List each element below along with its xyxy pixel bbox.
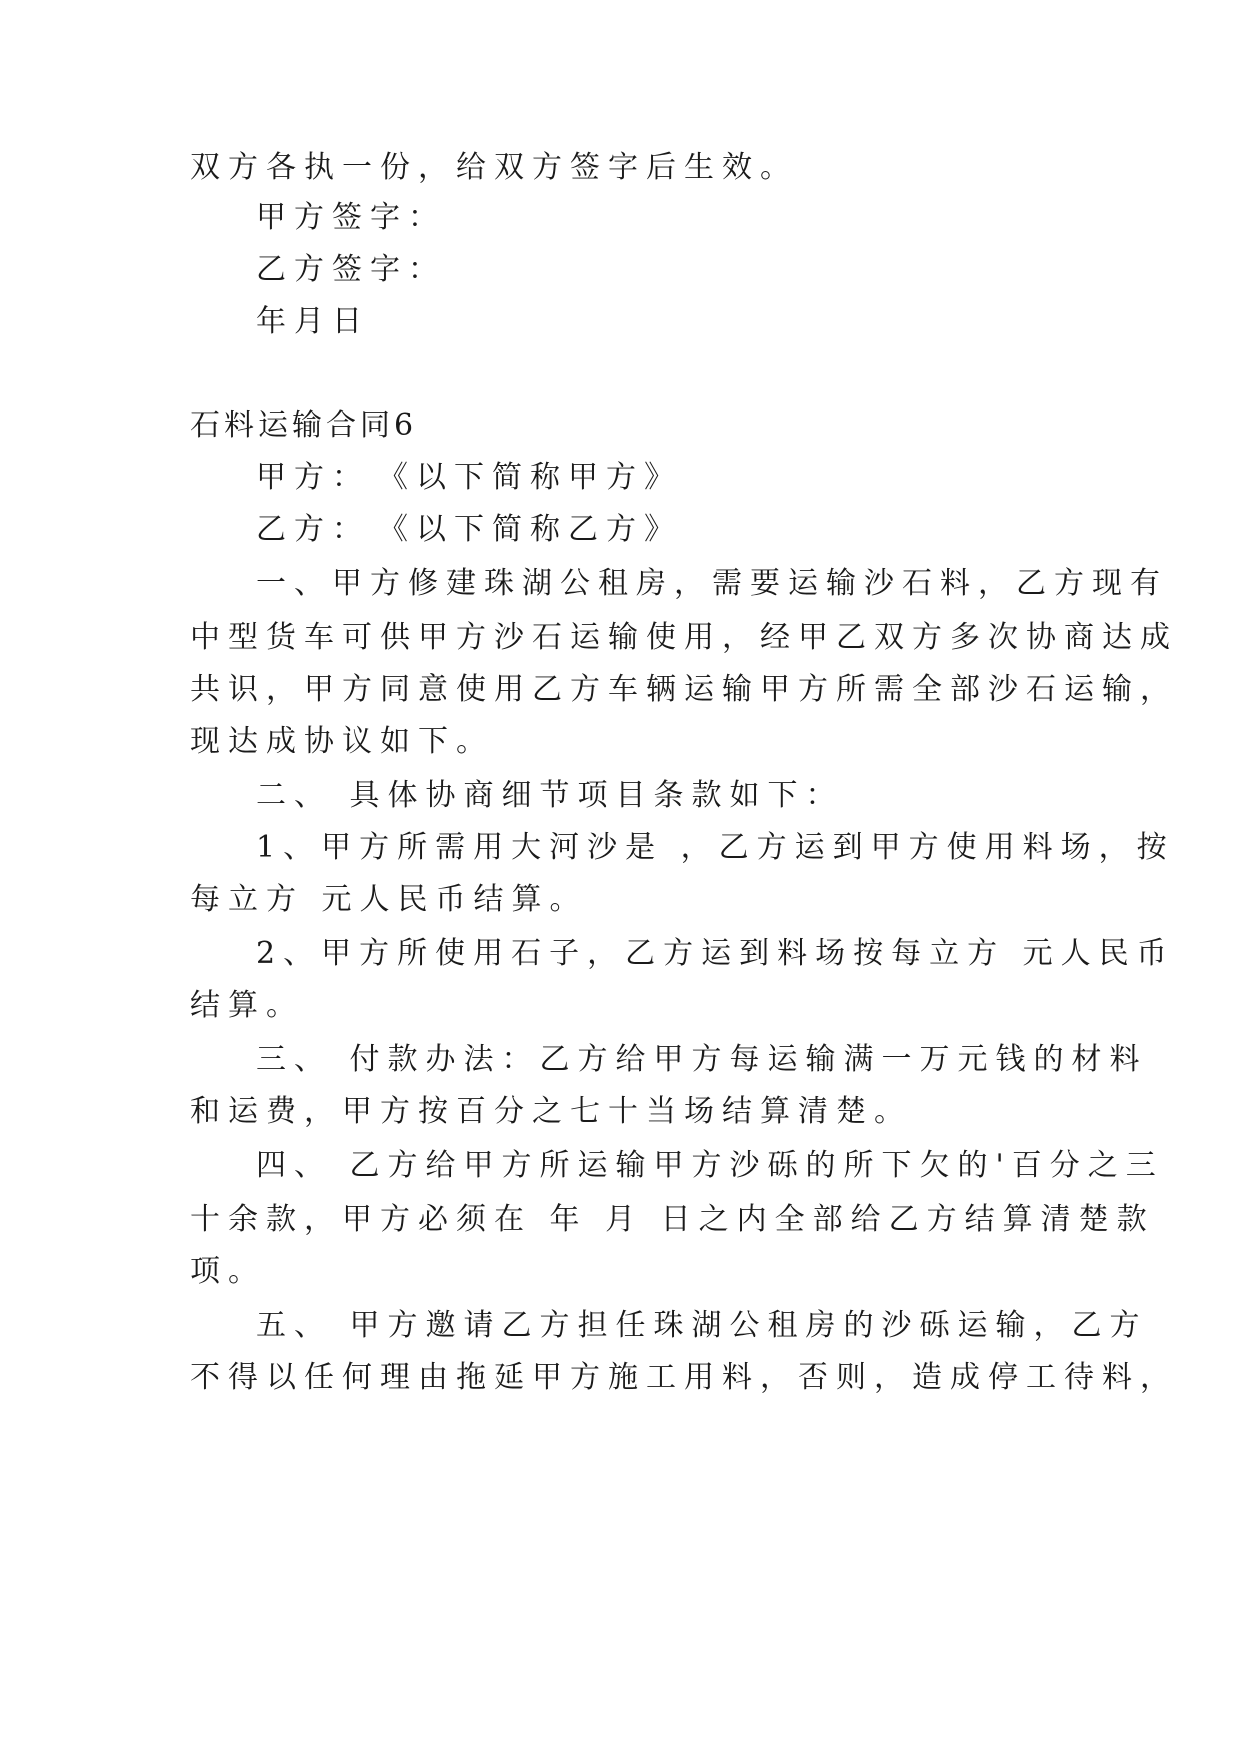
clause-3-line: 和运费，甲方按百分之七十当场结算清楚。 — [190, 1094, 912, 1129]
party-a-line: 甲方： 《以下简称甲方》 — [256, 460, 682, 495]
party-a-signature-label: 甲方签字： — [256, 200, 446, 235]
date-label: 年月日 — [256, 304, 370, 339]
clause-2-item-1-line: 每立方 元人民币结算。 — [190, 882, 588, 917]
clause-4-line: 十余款，甲方必须在 年 月 日之内全部给乙方结算清楚款 — [190, 1202, 1155, 1237]
clause-1-line: 共识，甲方同意使用乙方车辆运输甲方所需全部沙石运输， — [190, 672, 1178, 707]
clause-2-item-2-line: 结算。 — [190, 988, 304, 1023]
clause-2-item-1-line: 1、甲方所需用大河沙是 ，乙方运到甲方使用料场，按 — [256, 830, 1175, 865]
clause-5-line: 不得以任何理由拖延甲方施工用料，否则，造成停工待料， — [190, 1360, 1178, 1395]
clause-4-line: 项。 — [190, 1254, 266, 1289]
clause-1-line: 现达成协议如下。 — [190, 724, 494, 759]
contract-title: 石料运输合同6 — [190, 408, 418, 443]
paragraph-line: 双方各执一份，给双方签字后生效。 — [190, 150, 798, 185]
clause-4-line: 四、 乙方给甲方所运输甲方沙砾的所下欠的'百分之三 — [256, 1148, 1164, 1183]
clause-3-line: 三、 付款办法：乙方给甲方每运输满一万元钱的材料 — [256, 1042, 1148, 1077]
clause-2-line: 二、 具体协商细节项目条款如下： — [256, 778, 844, 813]
party-b-signature-label: 乙方签字： — [256, 252, 446, 287]
clause-1-line: 中型货车可供甲方沙石运输使用，经甲乙双方多次协商达成 — [190, 620, 1178, 655]
clause-2-item-2-line: 2、甲方所使用石子，乙方运到料场按每立方 元人民币 — [256, 936, 1175, 971]
party-b-line: 乙方： 《以下简称乙方》 — [256, 512, 682, 547]
clause-1-line: 一、甲方修建珠湖公租房，需要运输沙石料，乙方现有 — [256, 566, 1168, 601]
clause-5-line: 五、 甲方邀请乙方担任珠湖公租房的沙砾运输，乙方 — [256, 1308, 1148, 1343]
